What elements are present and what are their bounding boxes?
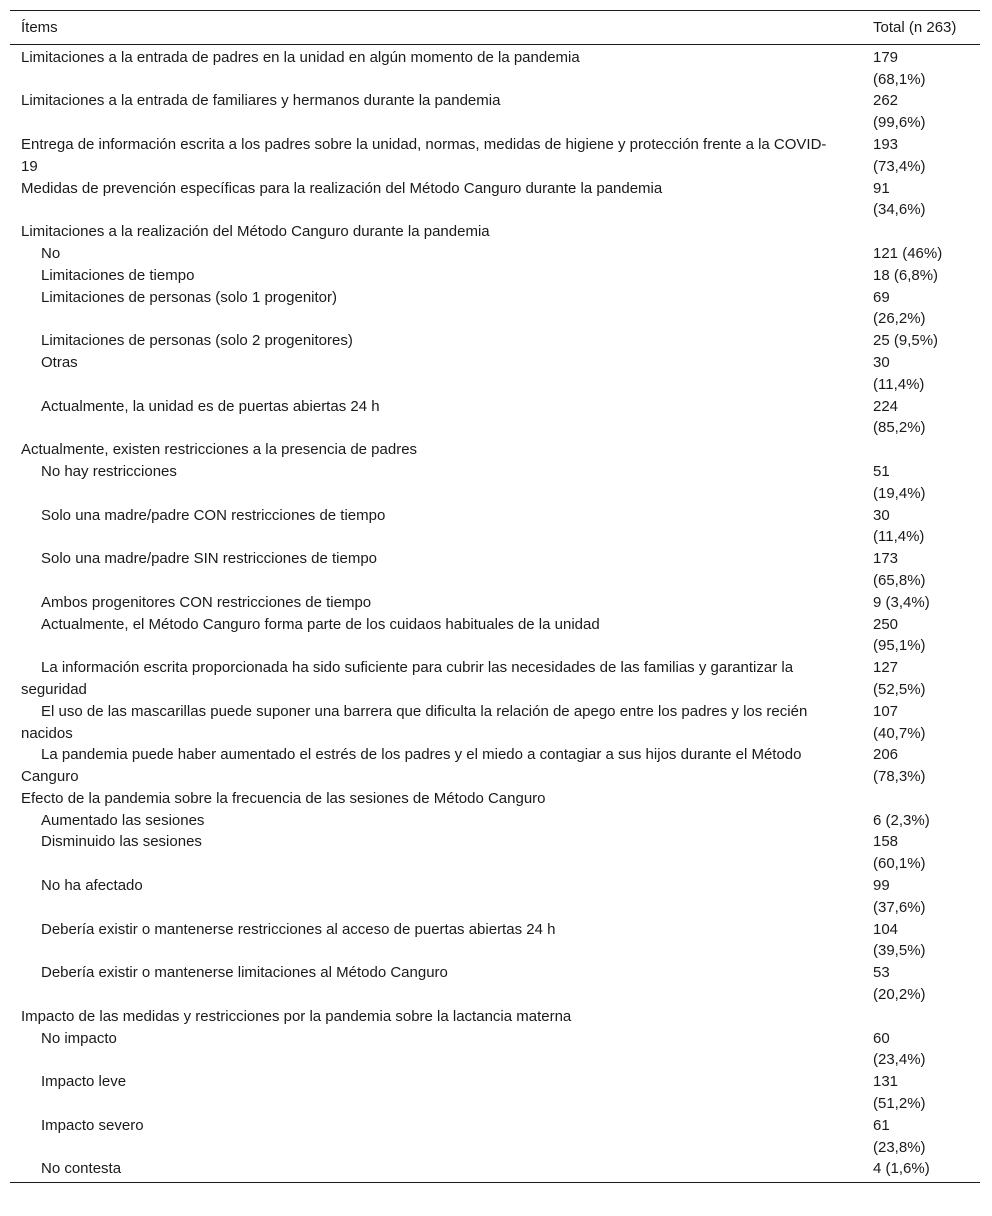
row-label: No ha afectado [41, 877, 143, 895]
table-row [10, 548, 980, 592]
header-items: Ítems [10, 11, 862, 45]
row-label: Limitaciones a la realización del Método Canguro durante la pandemia [21, 223, 490, 241]
row-value: 262 (99,6%) [873, 92, 926, 132]
table-body [10, 44, 980, 1182]
row-label: Debería existir o mantenerse restricciones al acceso de puertas abiertas 24 h [41, 920, 556, 938]
row-label: No impacto [41, 1029, 117, 1047]
row-label: No hay restricciones [41, 462, 177, 480]
row-label: Limitaciones a la entrada de familiares y hermanos durante la pandemia [21, 92, 501, 110]
row-label: No [41, 244, 61, 262]
row-value: 250 (95,1%) [873, 615, 926, 655]
row-label: Aumentado las sesiones [41, 811, 205, 829]
row-value: 104 (39,5%) [873, 920, 926, 960]
row-value [862, 439, 980, 461]
row-label: No contesta [41, 1160, 122, 1178]
row-label: Impacto de las medidas y restricciones por la pandemia sobre la lactancia materna [21, 1007, 572, 1025]
row-label: Efecto de la pandemia sobre la frecuencia de las sesiones de Método Canguro [21, 789, 546, 807]
table-row [10, 788, 980, 810]
table-row [10, 1006, 980, 1028]
row-label: La pandemia puede haber aumentado el estrés de los padres y el miedo a contagiar a sus hijos durante el Método Canguro [21, 746, 802, 786]
table-row [10, 592, 980, 614]
row-value: 127 (52,5%) [873, 659, 926, 698]
table-row [10, 265, 980, 287]
table-row [10, 701, 980, 745]
row-value: 206 (78,3%) [873, 746, 926, 786]
row-label: Actualmente, existen restricciones a la presencia de padres [21, 441, 418, 459]
table-row [10, 875, 980, 919]
row-value: 224 (85,2%) [873, 397, 926, 437]
row-value: 18 (6,8%) [873, 266, 939, 284]
row-label: Debería existir o mantenerse limitaciones al Método Canguro [41, 964, 448, 982]
table-row [10, 919, 980, 963]
row-label: Limitaciones de personas (solo 2 progenitores) [41, 332, 353, 350]
table-row [10, 90, 980, 134]
row-label: Impacto severo [41, 1116, 144, 1134]
row-label: Solo una madre/padre SIN restricciones de tiempo [41, 550, 378, 568]
row-value: 9 (3,4%) [873, 593, 930, 611]
row-value: 4 (1,6%) [873, 1160, 930, 1178]
row-value: 25 (9,5%) [873, 332, 939, 350]
table-row [10, 1158, 980, 1182]
table-row [10, 178, 980, 222]
row-value: 30 (11,4%) [873, 506, 925, 546]
table-row [10, 810, 980, 832]
table-row [10, 243, 980, 265]
table-row [10, 1028, 980, 1072]
row-value: 173 (65,8%) [873, 550, 926, 589]
row-label: El uso de las mascarillas puede suponer una barrera que dificulta la relación de apego entre los padres y los recién nacidos [21, 702, 808, 742]
table-row [10, 221, 980, 243]
table-row [10, 614, 980, 658]
row-value: 51 (19,4%) [873, 462, 926, 502]
header-row [10, 11, 980, 45]
table-row [10, 831, 980, 875]
row-label: Medidas de prevención específicas para la realización del Método Canguro durante la pandemia [21, 179, 663, 197]
row-value: 131 (51,2%) [873, 1073, 926, 1113]
row-label: Ambos progenitores CON restricciones de tiempo [41, 593, 372, 611]
row-value: 158 (60,1%) [873, 833, 926, 873]
row-value: 179 (68,1%) [873, 48, 926, 88]
row-value [862, 788, 980, 810]
table-header [10, 11, 980, 45]
row-value: 53 (20,2%) [873, 964, 926, 1004]
row-label: Disminuido las sesiones [41, 833, 202, 851]
row-value: 60 (23,4%) [873, 1029, 926, 1069]
table-row [10, 287, 980, 331]
table-row [10, 44, 980, 90]
table-row [10, 352, 980, 396]
row-value: 99 (37,6%) [873, 877, 926, 916]
row-value: 30 (11,4%) [873, 353, 925, 393]
row-value: 121 (46%) [873, 244, 943, 262]
table-row [10, 1115, 980, 1159]
row-value: 107 (40,7%) [873, 702, 926, 742]
row-label: Actualmente, la unidad es de puertas abiertas 24 h [41, 397, 380, 415]
row-label: Impacto leve [41, 1073, 127, 1091]
row-value: 193 (73,4%) [873, 135, 926, 175]
table-row [10, 396, 980, 440]
row-label: Entrega de información escrita a los padres sobre la unidad, normas, medidas de higiene y protección frente a la COVID-19 [21, 135, 827, 175]
results-table-container [10, 10, 980, 1183]
row-label: Limitaciones a la entrada de padres en la unidad en algún momento de la pandemia [21, 48, 580, 66]
row-value: 6 (2,3%) [873, 811, 930, 829]
table-row [10, 744, 980, 788]
results-table [10, 10, 980, 1183]
row-value [862, 1006, 980, 1028]
row-value: 69 (26,2%) [873, 288, 926, 328]
table-row [10, 505, 980, 549]
table-row [10, 461, 980, 505]
table-row [10, 657, 980, 701]
table-row [10, 134, 980, 178]
row-label: La información escrita proporcionada ha sido suficiente para cubrir las necesidades de las familias y garantizar la seguridad [21, 659, 794, 698]
row-label: Otras [41, 353, 78, 371]
table-row [10, 439, 980, 461]
row-value: 61 (23,8%) [873, 1116, 926, 1156]
row-value [862, 221, 980, 243]
row-label: Limitaciones de tiempo [41, 266, 195, 284]
row-label: Solo una madre/padre CON restricciones de tiempo [41, 506, 386, 524]
row-value: 91 (34,6%) [873, 179, 926, 219]
table-row [10, 962, 980, 1006]
row-label: Limitaciones de personas (solo 1 progenitor) [41, 288, 337, 306]
table-row [10, 1071, 980, 1115]
row-label: Actualmente, el Método Canguro forma parte de los cuidaos habituales de la unidad [41, 615, 600, 633]
header-total: Total (n 263) [862, 11, 980, 45]
table-row [10, 330, 980, 352]
